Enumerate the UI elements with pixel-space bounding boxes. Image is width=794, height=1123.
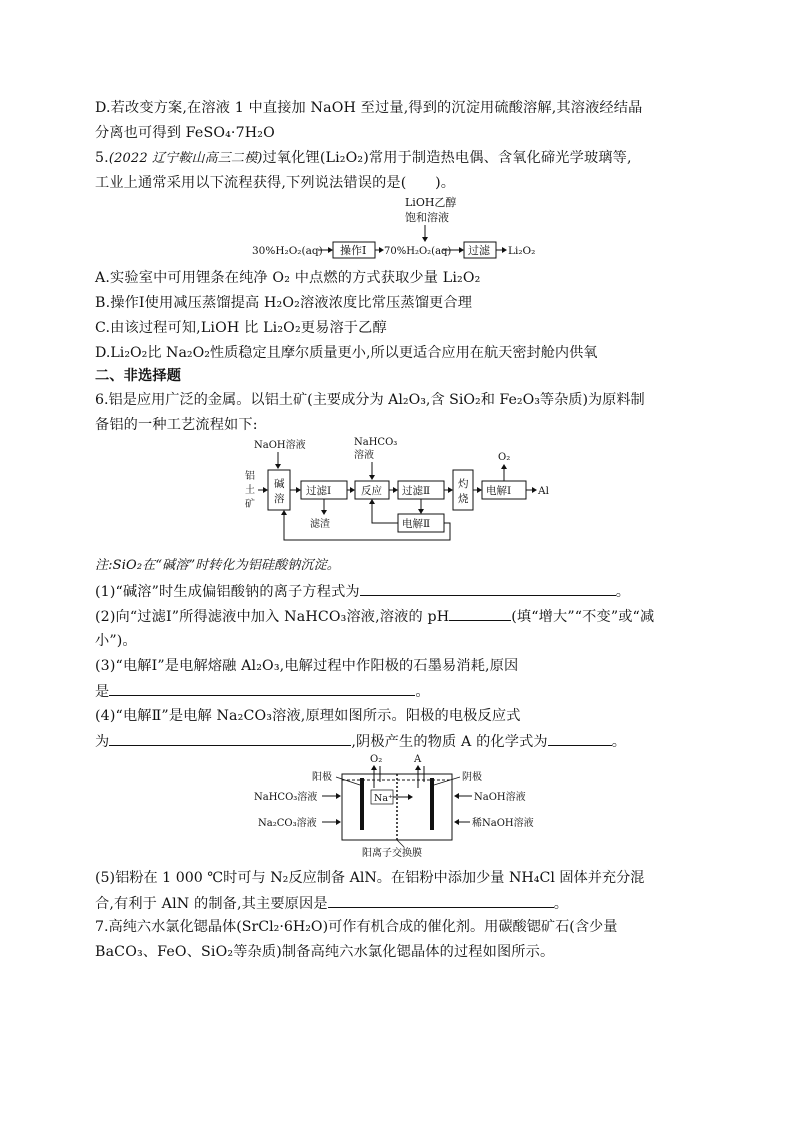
q5-reagent-line2: 饱和溶液: [405, 211, 449, 224]
cell-cathode: [430, 778, 434, 830]
q6-burn-char-2: 烧: [458, 493, 469, 505]
q4-option-d-line2: 分离也可得到 FeSO₄·7H₂O: [95, 125, 275, 141]
q7-stem-line2: BaCO₃、FeO、SiO₂等杂质)制备高纯六水氯化锶晶体的过程如图所示。: [95, 944, 555, 960]
q6-sub3-line1: (3)“电解Ⅰ”是电解熔融 Al₂O₃,电解过程中作阳极的石墨易消耗,原因: [95, 658, 519, 674]
q6-sub5-blank[interactable]: [328, 893, 554, 908]
q6-electrolysis-cell-diagram: [250, 750, 550, 862]
q6-alkali-char-1: 碱: [274, 478, 285, 490]
q6-sub1: (1)“碱溶”时生成偏铝酸钠的离子方程式为 。: [95, 581, 695, 602]
q5-option-a: A.实验室中可用锂条在纯净 O₂ 中点燃的方式获取少量 Li₂O₂: [95, 270, 481, 286]
cell-dilute-naoh-label: 稀NaOH溶液: [472, 818, 534, 829]
q6-sub2: (2)向“过滤Ⅰ”所得滤液中加入 NaHCO₃溶液,溶液的 pH (填“增大”“不变”或“减: [95, 606, 695, 627]
q7-stem-line1: 7.高纯六水氯化锶晶体(SrCl₂·6H₂O)可作有机合成的催化剂。用碳酸锶矿石(含少量: [95, 919, 618, 935]
q6-sub3-blank[interactable]: [109, 681, 415, 696]
cell-anode-label: 阳极: [312, 772, 332, 783]
cell-o2-label: O₂: [370, 754, 383, 765]
q5-flow-diagram: [240, 190, 560, 265]
q6-burn-char-1: 灼: [458, 478, 469, 490]
q6-stem-line1: 6.铝是应用广泛的金属。以铝土矿(主要成分为 Al₂O₃,含 SiO₂和 Fe₂O₃等杂质)为原料制: [95, 392, 645, 408]
q6-elec2-label: 电解Ⅱ: [402, 518, 431, 530]
q6-naoh-label: NaOH溶液: [254, 440, 306, 451]
q5-option-d: D.Li₂O₂比 Na₂O₂性质稳定且摩尔质量更小,所以更适合应用在航天密封舱内供氧: [95, 345, 598, 361]
q6-filter2-label: 过滤Ⅱ: [402, 485, 431, 497]
q6-filter1-label: 过滤Ⅰ: [306, 485, 332, 497]
cell-anode: [360, 778, 364, 830]
q6-residue-label: 滤渣: [310, 519, 330, 530]
q6-al-label: Al: [538, 485, 549, 497]
q6-sub4-blank-anode[interactable]: [109, 731, 351, 746]
q6-flow-diagram: [240, 432, 570, 550]
q6-sub1-blank[interactable]: [360, 581, 616, 596]
q6-raw-char-3: 矿: [245, 499, 255, 510]
q6-nahco3-line1: NaHCO₃: [354, 437, 398, 448]
q6-sub4-line2: 为 ,阴极产生的物质 A 的化学式为 。: [95, 731, 695, 752]
q5-number: 5.: [95, 150, 109, 166]
cell-nahco3-label: NaHCO₃溶液: [254, 792, 318, 803]
q5-product-label: Li₂O₂: [508, 245, 536, 257]
cell-na-ion: Na⁺: [374, 793, 393, 804]
q5-source: (2022 辽宁鞍山高三二模): [108, 151, 263, 166]
q5-option-c: C.由该过程可知,LiOH 比 Li₂O₂更易溶于乙醇: [95, 320, 387, 336]
q5-stem-line2: 工业上通常采用以下流程获得,下列说法错误的是( )。: [95, 175, 456, 191]
q6-react-label: 反应: [361, 485, 382, 497]
q6-o2-label: O₂: [498, 452, 511, 463]
q6-sub4-blank-a[interactable]: [548, 731, 612, 746]
q6-note: 注:SiO₂在“碱溶”时转化为铝硅酸钠沉淀。: [95, 558, 340, 573]
q5-start-label: 30%H₂O₂(aq): [252, 245, 323, 257]
q6-sub2-line2: 小”)。: [95, 633, 137, 649]
q5-step2-label: 过滤: [468, 244, 490, 257]
cell-cathode-label: 阴极: [462, 772, 482, 783]
q5-step1-label: 操作Ⅰ: [340, 244, 367, 257]
q6-raw-char-1: 铝: [245, 471, 255, 482]
cell-na2co3-label: Na₂CO₃溶液: [258, 818, 317, 829]
q5-stem-line1: [95, 148, 695, 169]
q5-reagent-line1: LiOH乙醇: [405, 196, 457, 209]
q6-sub5-line2: 合,有利于 AlN 的制备,其主要原因是 。: [95, 893, 695, 914]
q6-stem-line2: 备铝的一种工艺流程如下:: [95, 417, 258, 433]
q6-elec1-label: 电解Ⅰ: [486, 485, 512, 497]
q6-sub2-blank[interactable]: [449, 606, 511, 621]
q6-sub3-line2: 是 。: [95, 681, 695, 702]
q5-middle-label: 70%H₂O₂(aq): [384, 246, 452, 257]
q5-option-b: B.操作Ⅰ使用减压蒸馏提高 H₂O₂溶液浓度比常压蒸馏更合理: [95, 295, 473, 311]
q6-alkali-char-2: 溶: [274, 493, 285, 505]
q6-sub4-line1: (4)“电解Ⅱ”是电解 Na₂CO₃溶液,原理如图所示。阳极的电极反应式: [95, 708, 521, 724]
q6-nahco3-line2: 溶液: [354, 450, 374, 461]
q6-sub2-text: (2)向“过滤Ⅰ”所得滤液中加入 NaHCO₃溶液,溶液的 pH: [95, 609, 450, 625]
cell-naoh-label: NaOH溶液: [474, 792, 526, 803]
q6-sub1-text: (1)“碱溶”时生成偏铝酸钠的离子方程式为: [95, 584, 360, 600]
q4-option-d-line1: D.若改变方案,在溶液 1 中直接加 NaOH 至过量,得到的沉淀用硫酸溶解,其溶液经结晶: [95, 100, 643, 116]
cell-membrane-label: 阳离子交换膜: [362, 848, 422, 859]
q5-stem-text: 过氧化锂(Li₂O₂)常用于制造热电偶、含氧化碲光学玻璃等,: [262, 150, 632, 166]
q5-reagent-arrowhead: [422, 237, 428, 242]
cell-a-label: A: [414, 754, 422, 765]
q6-sub5-line1: (5)铝粉在 1 000 ℃时可与 N₂反应制备 AlN。在铝粉中添加少量 NH₄Cl 固体并充分混: [95, 870, 645, 886]
q6-raw-char-2: 土: [245, 485, 255, 496]
section-heading: 二、非选择题: [95, 368, 182, 384]
